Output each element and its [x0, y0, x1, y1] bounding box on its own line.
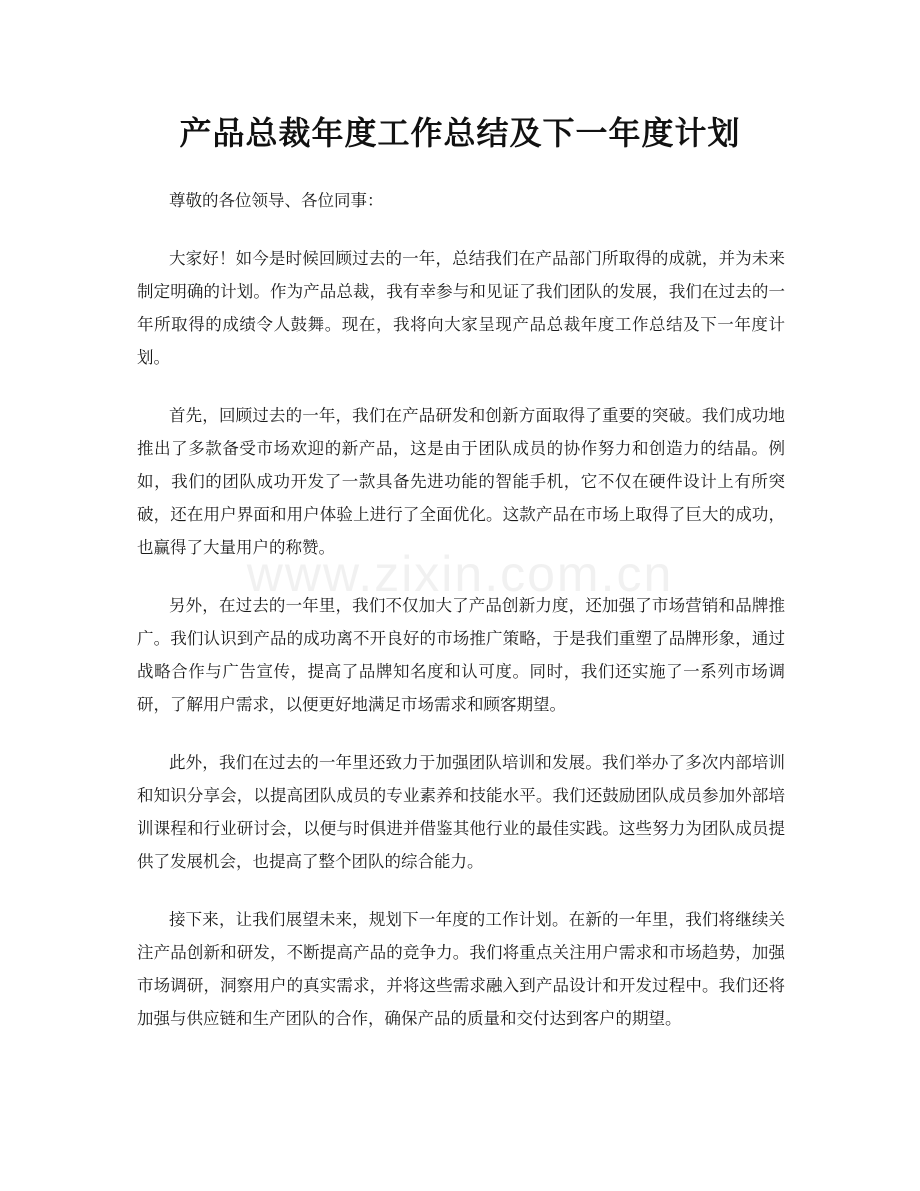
document-title: 产品总裁年度工作总结及下一年度计划: [179, 114, 741, 152]
watermark: www.zixin.com.cn: [246, 546, 674, 602]
paragraph-3: 另外，在过去的一年里，我们不仅加大了产品创新力度，还加强了市场营销和品牌推广。我们认识到产品的成功离不开良好的市场推广策略，于是我们重塑了品牌形象，通过战略合作与广告宣传，提高了品牌知名度和认可度。同时，我们还实施了一系列市场调研，了解用户需求，以便更好地满足市场需求和顾客期望。: [137, 596, 785, 714]
paragraph-4: 此外，我们在过去的一年里还致力于加强团队培训和发展。我们举办了多次内部培训和知识分享会，以提高团队成员的专业素养和技能水平。我们还鼓励团队成员参加外部培训课程和行业研讨会，以便与时俱进并借鉴其他行业的最佳实践。这些努力为团队成员提供了发展机会，也提高了整个团队的综合能力。: [137, 753, 785, 871]
paragraph-1: 大家好！如今是时候回顾过去的一年，总结我们在产品部门所取得的成就，并为未来制定明确的计划。作为产品总裁，我有幸参与和见证了我们团队的发展，我们在过去的一年所取得的成绩令人鼓舞。现在，我将向大家呈现产品总裁年度工作总结及下一年度计划。: [137, 249, 785, 367]
salutation: 尊敬的各位领导、各位同事：: [169, 191, 384, 210]
paragraph-5: 接下来，让我们展望未来，规划下一年度的工作计划。在新的一年里，我们将继续关注产品创新和研发，不断提高产品的竞争力。我们将重点关注用户需求和市场趋势，加强市场调研，洞察用户的真实需求，并将这些需求融入到产品设计和开发过程中。我们还将加强与供应链和生产团队的合作，确保产品的质量和交付达到客户的期望。: [137, 910, 785, 1028]
paragraph-2: 首先，回顾过去的一年，我们在产品研发和创新方面取得了重要的突破。我们成功地推出了多款备受市场欢迎的新产品，这是由于团队成员的协作努力和创造力的结晶。例如，我们的团队成功开发了一款具备先进功能的智能手机，它不仅在硬件设计上有所突破，还在用户界面和用户体验上进行了全面优化。这款产品在市场上取得了巨大的成功，也赢得了大量用户的称赞。: [137, 406, 785, 557]
document-body: [137, 184, 785, 1060]
